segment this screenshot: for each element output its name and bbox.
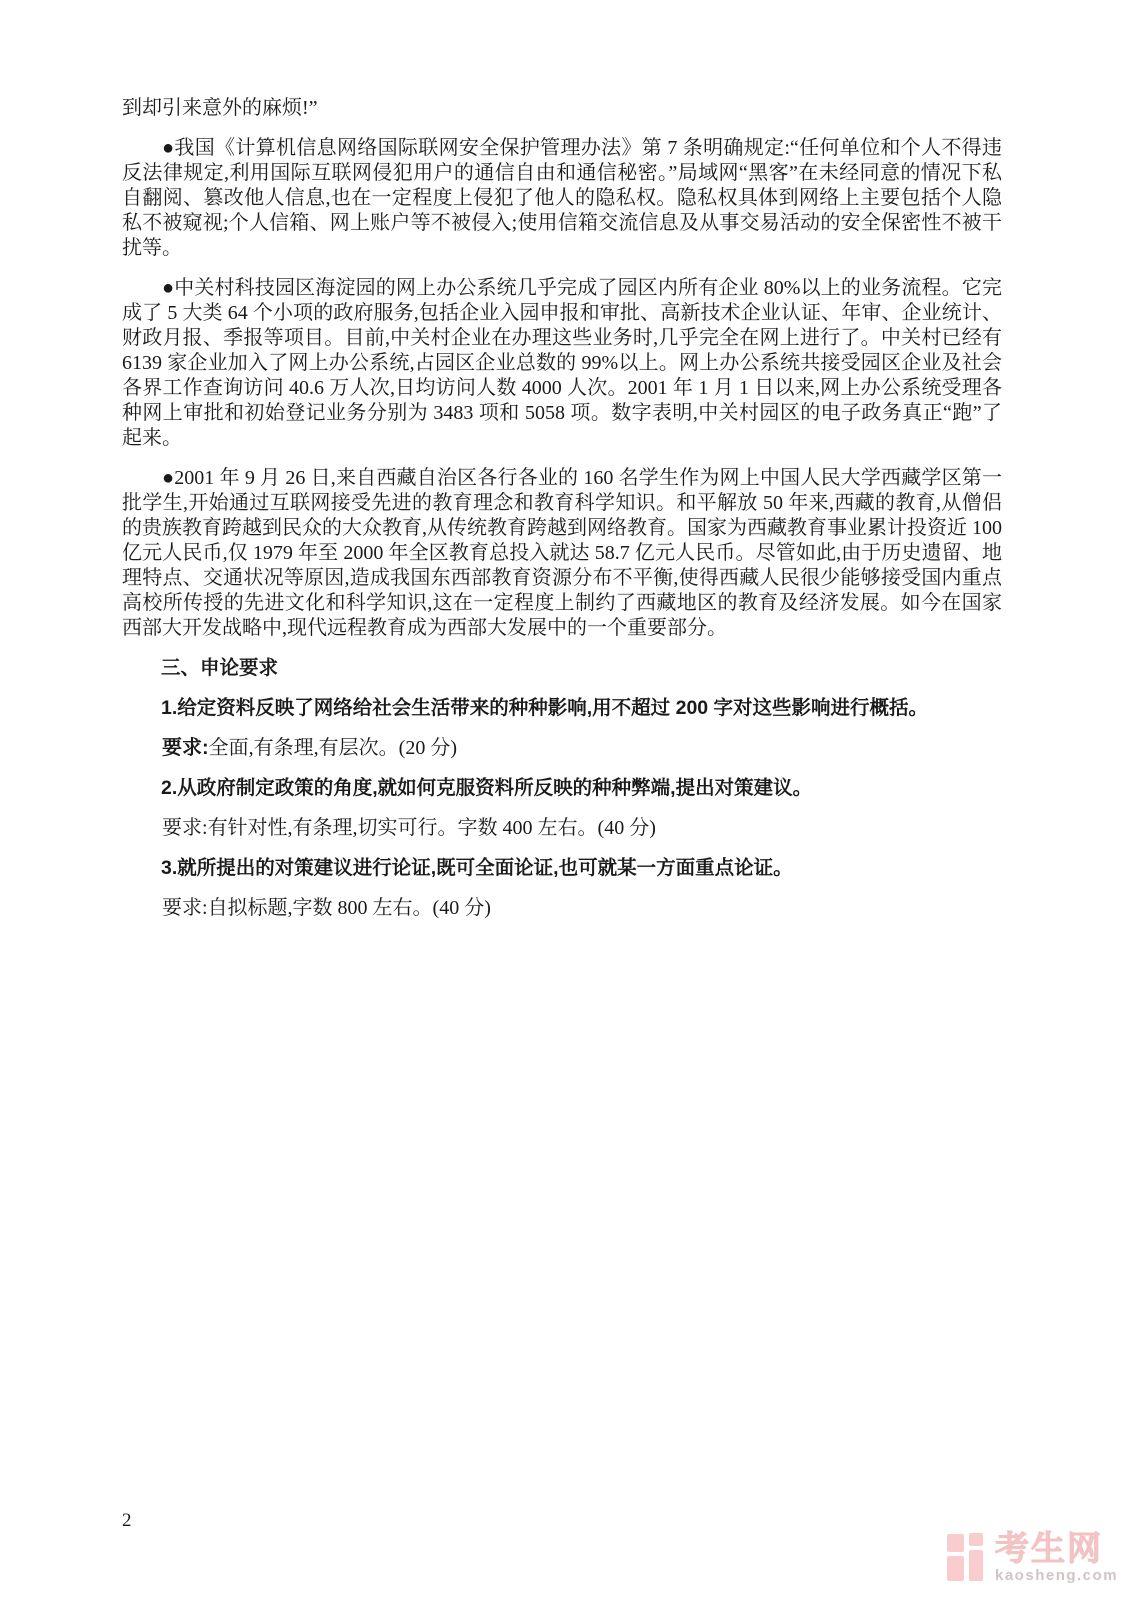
question-3: 3.就所提出的对策建议进行论证,既可全面论证,也可就某一方面重点论证。 (161, 857, 793, 879)
requirement-3 (122, 896, 1002, 921)
paragraph-tibet-education: ●2001 年 9 月 26 日,来自西藏自治区各行各业的 160 名学生作为网上中国人民大学西藏学区第一批学生,开始通过互联网接受先进的教育理念和教育科学知识。和平解放 50 年来,西藏的教育,从僧侣的贵族教育跨越到民众的大众教育,从传统教育跨越到网络教育。国家为西藏教育事业累计投资近 100 亿元人民币,仅 1979 年至 2000 年全区教育总投入就达 58.7 亿元人民币。尽管如此,由于历史遗留、地理特点、交通状况等原因,造成我国东西部教育资源分布不平衡,使得西藏人民很少能够接受国内重点高校所传授的先进文化和科学知识,这在一定程度上制约了西藏地区的教育及经济发展。如今在国家西部大开发战略中,现代远程教育成为西部大发展中的一个重要部分。 (122, 467, 1002, 639)
logo-block-top-left (947, 1534, 964, 1552)
requirement-3-text: 自拟标题,字数 800 左右。(40 分) (207, 897, 491, 919)
requirement-2-label: 要求: (162, 817, 208, 839)
logo-block-bottom-left (947, 1556, 964, 1581)
requirement-1-text: 全面,有条理,有层次。(20 分) (208, 737, 457, 759)
requirement-3-label: 要求: (162, 897, 208, 919)
page-content (122, 96, 1002, 921)
paragraph-zhongguancun: ●中关村科技园区海淀园的网上办公系统几乎完成了园区内所有企业 80%以上的业务流程。它完成了 5 大类 64 个小项的政府服务,包括企业入园申报和审批、高新技术企业认证、年审、企业统计、财政月报、季报等项目。目前,中关村企业在办理这些业务时,几乎完全在网上进行了。中关村已经有 6139 家企业加入了网上办公系统,占园区企业总数的 99%以上。网上办公系统共接受园区企业及社会各界工作查询访问 40.6 万人次,日均访问人数 4000 人次。2001 年 1 月 1 日以来,网上办公系统受理各种网上审批和初始登记业务分别为 3483 项和 5058 项。数字表明,中关村园区的电子政务真正“跑”了起来。 (122, 277, 1002, 449)
question-2: 2.从政府制定政策的角度,就如何克服资料所反映的种种弊端,提出对策建议。 (161, 777, 813, 799)
page-number: 2 (122, 1510, 132, 1531)
requirement-1-label: 要求: (162, 737, 209, 759)
section-heading: 三、申论要求 (161, 657, 279, 679)
watermark-text (995, 1531, 1118, 1583)
watermark (947, 1531, 1118, 1583)
logo-block-bottom-right (969, 1550, 983, 1581)
paragraph-regulation: ●我国《计算机信息网络国际联网安全保护管理办法》第 7 条明确规定:“任何单位和个人不得违反法律规定,利用国际互联网侵犯用户的通信自由和通信秘密。”局域网“黑客”在未经同意的情况下私自翻阅、篡改他人信息,也在一定程度上侵犯了他人的隐私权。隐私权具体到网络上主要包括个人隐私不被窥视;个人信箱、网上账户等不被侵入;使用信箱交流信息及从事交易活动的安全保密性不被干扰等。 (122, 137, 1002, 259)
requirement-2-text: 有针对性,有条理,切实可行。字数 400 左右。(40 分) (207, 817, 656, 839)
logo-block-top-right (969, 1533, 983, 1546)
kaosheng-logo-icon (947, 1531, 985, 1581)
watermark-site-domain: kaosheng.com (995, 1567, 1119, 1584)
watermark-site-name: 考生网 (995, 1530, 1103, 1568)
paragraph-continuation: 到却引来意外的麻烦!” (122, 97, 318, 119)
question-1: 1.给定资料反映了网络给社会生活带来的种种影响,用不超过 200 字对这些影响进行概括。 (161, 697, 929, 719)
requirement-2 (122, 816, 1002, 841)
requirement-1 (122, 736, 1002, 761)
